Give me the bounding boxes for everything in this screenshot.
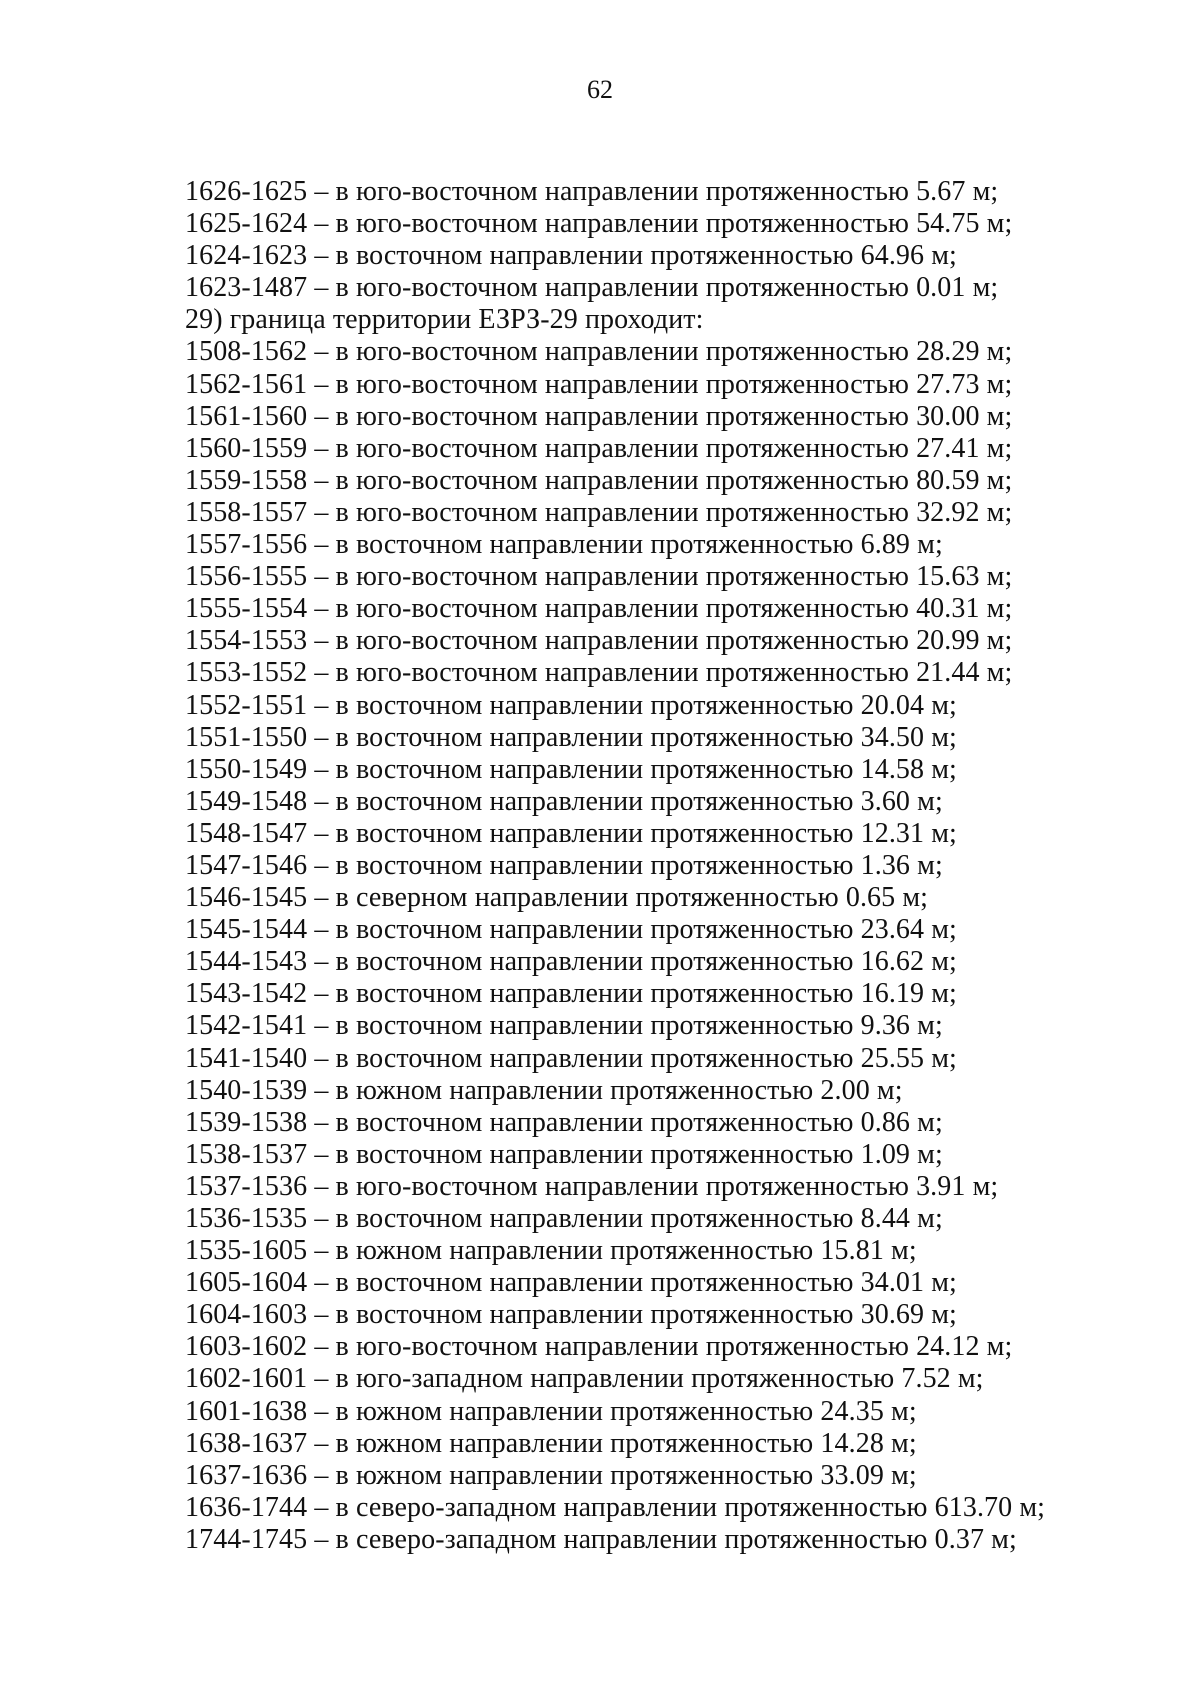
text-line: 1602-1601 – в юго-западном направлении протяженностью 7.52 м; — [185, 1363, 984, 1395]
text-line: 1623-1487 – в юго-восточном направлении протяженностью 0.01 м; — [185, 272, 999, 304]
text-line: 1562-1561 – в юго-восточном направлении протяженностью 27.73 м; — [185, 368, 1013, 400]
text-line: 1558-1557 – в юго-восточном направлении протяженностью 32.92 м; — [185, 496, 1013, 528]
text-line: 1549-1548 – в восточном направлении протяженностью 3.60 м; — [185, 785, 943, 817]
text-line: 1556-1555 – в юго-восточном направлении протяженностью 15.63 м; — [185, 561, 1013, 593]
text-line: 1543-1542 – в восточном направлении протяженностью 16.19 м; — [185, 978, 957, 1010]
text-line: 1548-1547 – в восточном направлении протяженностью 12.31 м; — [185, 817, 957, 849]
text-line: 1626-1625 – в юго-восточном направлении протяженностью 5.67 м; — [185, 176, 999, 207]
text-line: 1553-1552 – в юго-восточном направлении протяженностью 21.44 м; — [185, 657, 1013, 689]
text-line: 1603-1602 – в юго-восточном направлении протяженностью 24.12 м; — [185, 1331, 1013, 1363]
text-line: 1545-1544 – в восточном направлении протяженностью 23.64 м; — [185, 914, 957, 946]
text-line: 1546-1545 – в северном направлении протяженностью 0.65 м; — [185, 882, 929, 914]
text-line: 1601-1638 – в южном направлении протяженностью 24.35 м; — [185, 1395, 917, 1427]
text-line: 1537-1536 – в юго-восточном направлении протяженностью 3.91 м; — [185, 1170, 999, 1202]
text-line: 1559-1558 – в юго-восточном направлении протяженностью 80.59 м; — [185, 464, 1013, 496]
text-line: 1540-1539 – в южном направлении протяженностью 2.00 м; — [185, 1074, 903, 1106]
text-line: 1550-1549 – в восточном направлении протяженностью 14.58 м; — [185, 753, 957, 785]
text-line: 1637-1636 – в южном направлении протяженностью 33.09 м; — [185, 1459, 917, 1491]
section-heading: 29) граница территории ЕЗРЗ-29 проходит: — [185, 304, 704, 336]
text-line: 1557-1556 – в восточном направлении протяженностью 6.89 м; — [185, 529, 943, 561]
document-body — [185, 176, 1085, 1556]
text-line: 1561-1560 – в юго-восточном направлении протяженностью 30.00 м; — [185, 400, 1013, 432]
text-line: 1539-1538 – в восточном направлении протяженностью 0.86 м; — [185, 1106, 943, 1138]
text-line: 1538-1537 – в восточном направлении протяженностью 1.09 м; — [185, 1138, 943, 1170]
text-line: 1604-1603 – в восточном направлении протяженностью 30.69 м; — [185, 1299, 957, 1331]
text-line: 1552-1551 – в восточном направлении протяженностью 20.04 м; — [185, 689, 957, 721]
text-line: 1536-1535 – в восточном направлении протяженностью 8.44 м; — [185, 1203, 943, 1234]
text-line: 1554-1553 – в юго-восточном направлении протяженностью 20.99 м; — [185, 625, 1013, 657]
page-number: 62 — [587, 75, 613, 104]
text-line: 1636-1744 – в северо-западном направлении протяженностью 613.70 м; — [185, 1491, 1046, 1523]
text-line: 1638-1637 – в южном направлении протяженностью 14.28 м; — [185, 1427, 917, 1459]
text-line: 1508-1562 – в юго-восточном направлении протяженностью 28.29 м; — [185, 336, 1013, 368]
text-line: 1535-1605 – в южном направлении протяженностью 15.81 м; — [185, 1235, 917, 1267]
text-line: 1541-1540 – в восточном направлении протяженностью 25.55 м; — [185, 1042, 957, 1074]
text-line: 1625-1624 – в юго-восточном направлении протяженностью 54.75 м; — [185, 208, 1013, 240]
text-line: 1542-1541 – в восточном направлении протяженностью 9.36 м; — [185, 1010, 943, 1042]
text-line: 1605-1604 – в восточном направлении протяженностью 34.01 м; — [185, 1267, 957, 1299]
text-line: 1551-1550 – в восточном направлении протяженностью 34.50 м; — [185, 721, 957, 753]
text-line: 1547-1546 – в восточном направлении протяженностью 1.36 м; — [185, 849, 943, 881]
text-line: 1544-1543 – в восточном направлении протяженностью 16.62 м; — [185, 946, 957, 978]
text-line: 1560-1559 – в юго-восточном направлении протяженностью 27.41 м; — [185, 432, 1013, 464]
text-line: 1624-1623 – в восточном направлении протяженностью 64.96 м; — [185, 240, 957, 272]
text-line: 1555-1554 – в юго-восточном направлении протяженностью 40.31 м; — [185, 593, 1013, 625]
text-line: 1744-1745 – в северо-западном направлении протяженностью 0.37 м; — [185, 1523, 1017, 1555]
